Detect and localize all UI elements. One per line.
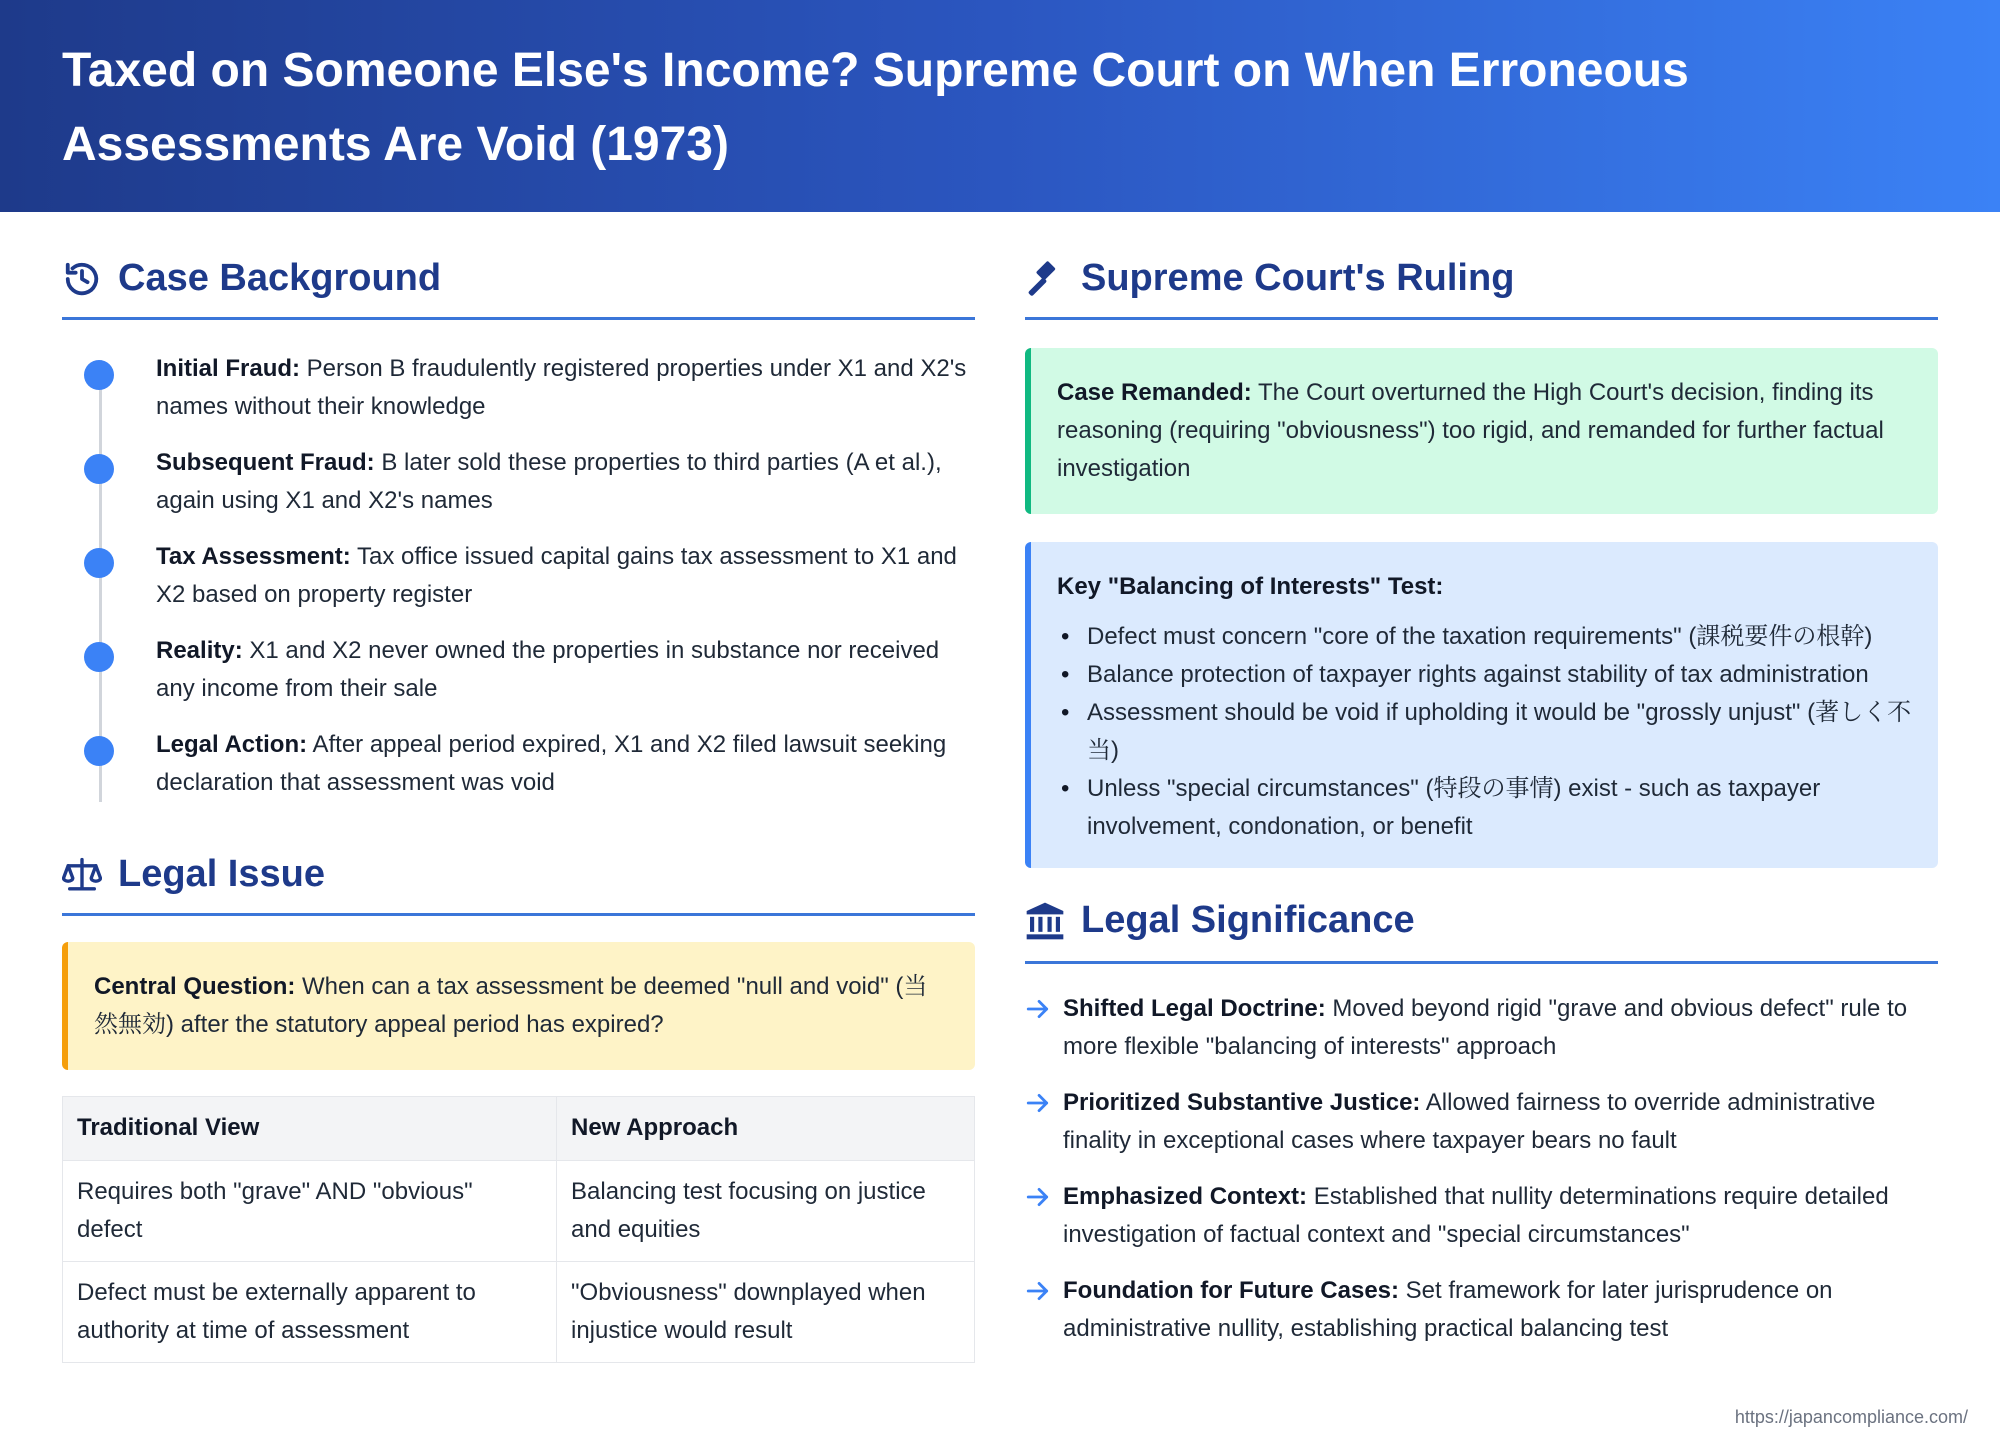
item-label: Prioritized Substantive Justice: — [1063, 1089, 1421, 1116]
timeline-item — [156, 632, 975, 708]
item-label: Emphasized Context: — [1063, 1183, 1308, 1210]
test-title: Key "Balancing of Interests" Test: — [1057, 573, 1444, 600]
item-text: Person B fraudulently registered properties under X1 and X2's names without their knowledge — [156, 355, 967, 420]
arrow-right-icon — [1025, 1088, 1051, 1118]
timeline-item — [156, 726, 975, 802]
column-header: New Approach — [557, 1097, 975, 1161]
case-timeline — [62, 350, 975, 802]
arrow-right-icon — [1025, 1182, 1051, 1212]
item-label: Subsequent Fraud: — [156, 449, 375, 476]
timeline-dot — [84, 454, 114, 484]
item-text: X1 and X2 never owned the properties in substance nor received any income from their sale — [156, 637, 940, 702]
significance-item — [1025, 1178, 1938, 1254]
table-cell: Balancing test focusing on justice and equities — [557, 1161, 975, 1262]
section-title: Supreme Court's Ruling — [1081, 257, 1515, 299]
test-list — [1057, 618, 1914, 846]
item-text: Allowed fairness to override administrative finality in exceptional cases where taxpayer bears no fault — [1063, 1089, 1876, 1154]
list-item: • Defect must concern "core of the taxation requirements" (課税要件の根幹) — [1057, 618, 1914, 656]
right-column — [1025, 212, 1938, 1366]
section-title: Legal Issue — [118, 853, 325, 895]
item-text: Set framework for later jurisprudence on administrative nullity, establishing practical balancing test — [1063, 1277, 1833, 1342]
source-url: https://japancompliance.com/ — [1734, 1407, 1968, 1427]
section-title: Case Background — [118, 257, 442, 299]
scales-icon — [62, 855, 102, 895]
central-question-callout — [62, 942, 975, 1070]
significance-item — [1025, 1272, 1938, 1348]
item-label: Tax Assessment: — [156, 543, 351, 570]
table-cell: Requires both "grave" AND "obvious" defect — [63, 1161, 557, 1262]
page-header — [0, 0, 2000, 212]
item-text: Moved beyond rigid "grave and obvious defect" rule to more flexible "balancing of interests" approach — [1063, 995, 1908, 1060]
case-background-heading — [62, 212, 975, 320]
arrow-right-icon — [1025, 1276, 1051, 1306]
item-text: Tax office issued capital gains tax assessment to X1 and X2 based on property register — [156, 543, 957, 608]
legal-issue-heading — [62, 820, 975, 916]
significance-heading — [1025, 868, 1938, 964]
timeline-item — [156, 444, 975, 520]
item-text: After appeal period expired, X1 and X2 filed lawsuit seeking declaration that assessment was void — [156, 731, 947, 796]
comparison-table — [62, 1096, 975, 1363]
item-label: Foundation for Future Cases: — [1063, 1277, 1399, 1304]
list-item: • Unless "special circumstances" (特段の事情) exist - such as taxpayer involvement, condonation, or benefit — [1057, 770, 1914, 846]
item-label: Shifted Legal Doctrine: — [1063, 995, 1326, 1022]
timeline-dot — [84, 548, 114, 578]
callout-label: Central Question: — [94, 973, 296, 1000]
timeline-item — [156, 350, 975, 426]
table-cell: "Obviousness" downplayed when injustice would result — [557, 1262, 975, 1363]
callout-label: Case Remanded: — [1057, 379, 1252, 406]
table-cell: Defect must be externally apparent to authority at time of assessment — [63, 1262, 557, 1363]
timeline-item — [156, 538, 975, 614]
institution-icon — [1025, 901, 1065, 941]
left-column — [62, 212, 975, 1363]
list-item: • Assessment should be void if upholding it would be "grossly unjust" (著しく不当) — [1057, 694, 1914, 770]
timeline-dot — [84, 360, 114, 390]
item-label: Initial Fraud: — [156, 355, 300, 382]
column-header: Traditional View — [63, 1097, 557, 1161]
timeline-dot — [84, 642, 114, 672]
table-header-row — [63, 1097, 975, 1161]
item-text: B later sold these properties to third parties (A et al.), again using X1 and X2's names — [156, 449, 942, 514]
history-icon — [62, 259, 102, 299]
item-label: Legal Action: — [156, 731, 308, 758]
list-item: • Balance protection of taxpayer rights against stability of tax administration — [1057, 656, 1914, 694]
significance-list — [1025, 990, 1938, 1348]
item-text: Established that nullity determinations require detailed investigation of factual context and "special circumstances" — [1063, 1183, 1889, 1248]
page-title: Taxed on Someone Else's Income? Supreme Court on When Erroneous Assessments Are Void (1973) — [62, 44, 1689, 171]
gavel-icon — [1025, 259, 1065, 299]
item-label: Reality: — [156, 637, 243, 664]
table-row — [63, 1161, 975, 1262]
significance-item — [1025, 990, 1938, 1066]
section-title: Legal Significance — [1081, 899, 1415, 941]
balancing-test-callout — [1025, 542, 1938, 868]
table-row — [63, 1262, 975, 1363]
case-remanded-callout — [1025, 348, 1938, 514]
timeline-dot — [84, 736, 114, 766]
ruling-heading — [1025, 212, 1938, 320]
callout-text: The Court overturned the High Court's decision, finding its reasoning (requiring "obviousness") too rigid, and remanded for further factual investigation — [1057, 379, 1884, 482]
significance-item — [1025, 1084, 1938, 1160]
callout-text: When can a tax assessment be deemed "null and void" (当然無効) after the statutory appeal period has expired? — [94, 973, 928, 1038]
arrow-right-icon — [1025, 994, 1051, 1024]
